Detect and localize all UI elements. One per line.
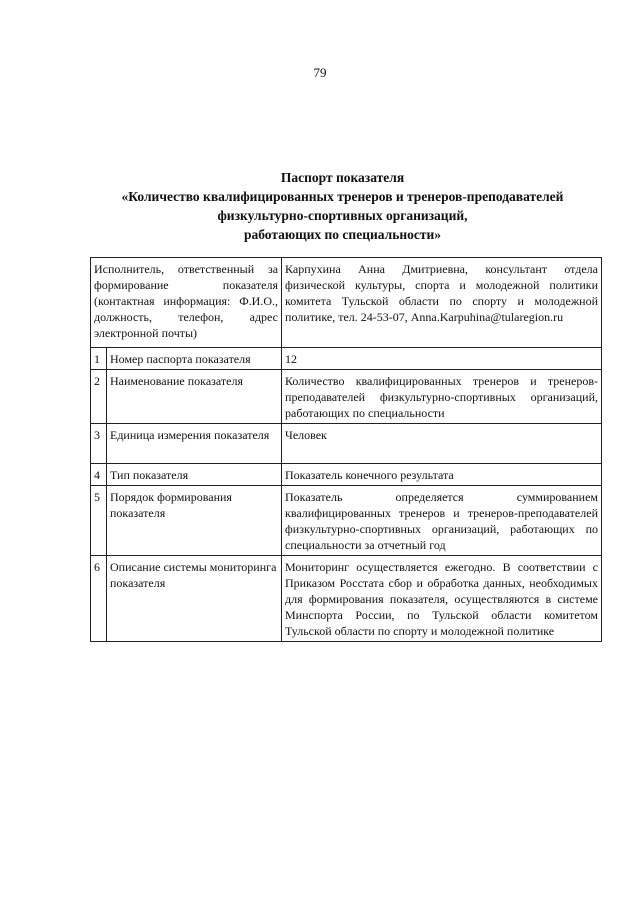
title-line-2: «Количество квалифицированных тренеров и тренеров-преподавателей [121,189,564,204]
row-number: 6 [91,556,107,642]
row-value: Человек [282,424,602,464]
row-number: 2 [91,370,107,424]
row-number: 3 [91,424,107,464]
row-label: Порядок формирования показателя [107,486,282,556]
row-label: Тип показателя [107,464,282,486]
document-title [70,168,615,244]
table-row [91,370,602,424]
executor-value: Карпухина Анна Дмитриевна, консультант отдела физической культуры, спорта и молодежной политики комитета Тульской области по спорту и молодежной политике, тел. 24-53-07, Anna.Karpuhina@tularegion.ru [282,258,602,348]
table-row [91,348,602,370]
row-number: 5 [91,486,107,556]
table-header-row [91,258,602,348]
row-label: Единица измерения показателя [107,424,282,464]
title-line-1: Паспорт показателя [280,170,405,185]
table-row [91,464,602,486]
table-row [91,424,602,464]
row-value: 12 [282,348,602,370]
table-row [91,486,602,556]
row-number: 4 [91,464,107,486]
row-value: Показатель определяется суммированием квалифицированных тренеров и тренеров-преподавателей физкультурно-спортивных организаций, работающих по специальности за отчетный год [282,486,602,556]
passport-table [90,257,602,642]
row-value: Количество квалифицированных тренеров и тренеров-преподавателей физкультурно-спортивных организаций, работающих по специальности [282,370,602,424]
row-number: 1 [91,348,107,370]
row-label: Наименование показателя [107,370,282,424]
table-row [91,556,602,642]
row-label: Номер паспорта показателя [107,348,282,370]
row-label: Описание системы мониторинга показателя [107,556,282,642]
title-line-3: физкультурно-спортивных организаций, [217,208,468,223]
executor-label: Исполнитель, ответственный за формирование показателя (контактная информация: Ф.И.О., должность, телефон, адрес электронной почты) [91,258,282,348]
row-value: Показатель конечного результата [282,464,602,486]
row-value: Мониторинг осуществляется ежегодно. В соответствии с Приказом Росстата сбор и обработка данных, необходимых для формирования показателя, осуществляются в системе Минспорта России, по Тульской области комитетом Тульской области по спорту и молодежной политике [282,556,602,642]
page-number: 79 [313,65,327,80]
title-line-4: работающих по специальности» [243,227,442,242]
